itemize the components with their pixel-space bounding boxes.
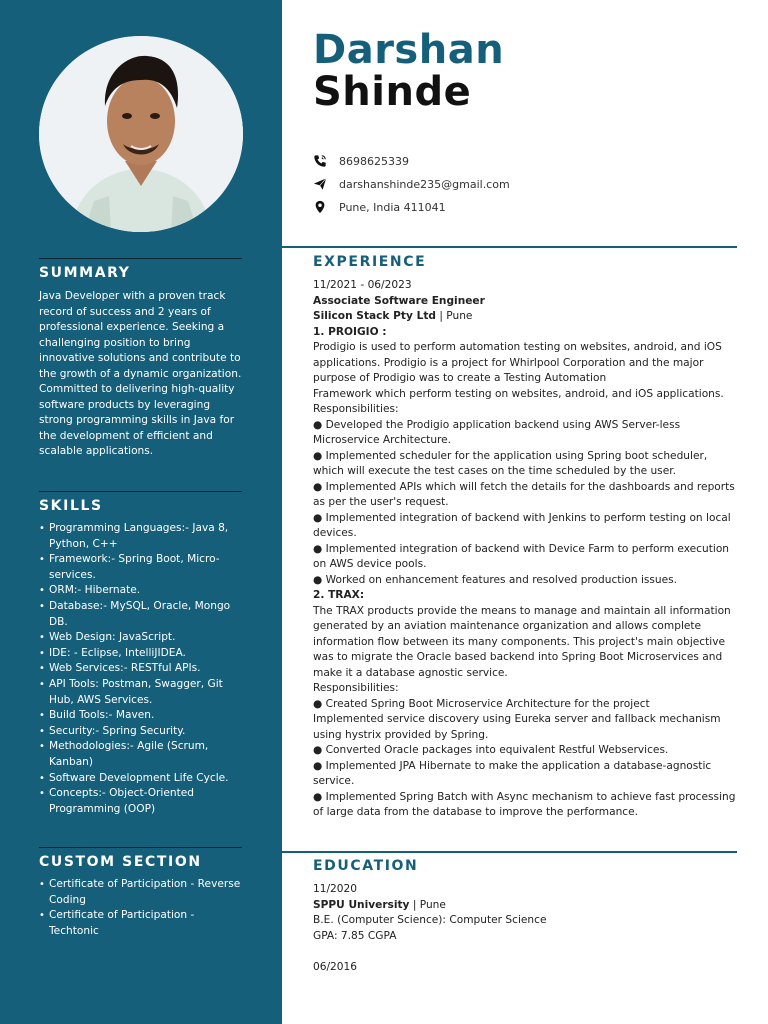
responsibility-item: ● Created Spring Boot Microservice Architecture for the project bbox=[313, 697, 650, 710]
company-name: Silicon Stack Pty Ltd bbox=[313, 310, 436, 322]
responsibilities-label: Responsibilities: bbox=[313, 403, 399, 415]
education-title: EDUCATION bbox=[313, 858, 419, 874]
education-date: 06/2016 bbox=[313, 961, 358, 973]
responsibility-item: ● Implemented APIs which will fetch the details for the dashboards and reports as per the user's request. bbox=[313, 480, 735, 508]
education-date: 11/2020 bbox=[313, 883, 358, 895]
skill-item: • Concepts:- Object-Oriented Programming (OOP) bbox=[39, 786, 242, 817]
experience-title: EXPERIENCE bbox=[313, 254, 427, 270]
custom-list bbox=[39, 877, 242, 939]
custom-section-title: CUSTOM SECTION bbox=[39, 854, 202, 870]
responsibility-item: ● Implemented Spring Batch with Async mechanism to achieve fast processing of large data from the database to improve the performance. bbox=[313, 790, 736, 818]
gpa: GPA: 7.85 CGPA bbox=[313, 929, 397, 942]
project-description: Prodigio is used to perform automation testing on websites, android, and iOS applications. Prodigio is a project for Whirlpool Corporation and the major purpose of Prodigio was to create a Testing Automation bbox=[313, 341, 722, 384]
project-description: Framework which perform testing on websites, android, and iOS applications. bbox=[313, 387, 724, 400]
responsibility-item: ● Implemented scheduler for the application using Spring boot scheduler, which will execute the test cases on the time scheduled by the user. bbox=[313, 449, 708, 477]
send-icon bbox=[313, 177, 327, 191]
responsibility-item: ● Implemented integration of backend with Device Farm to perform execution on AWS device pools. bbox=[313, 542, 730, 570]
location-pin-icon bbox=[313, 200, 327, 214]
first-name: Darshan bbox=[313, 27, 505, 73]
responsibility-item: Implemented service discovery using Eureka server and fallback mechanism using hystrix provided by Spring. bbox=[313, 713, 721, 741]
location-text: Pune, India 411041 bbox=[339, 200, 446, 214]
summary-section bbox=[39, 258, 242, 460]
section-divider bbox=[39, 491, 242, 492]
section-divider bbox=[39, 258, 242, 259]
skill-item: • Security:- Spring Security. bbox=[39, 724, 242, 740]
skill-item: • API Tools: Postman, Swagger, Git Hub, AWS Services. bbox=[39, 677, 242, 708]
school-line bbox=[313, 898, 737, 914]
company-line bbox=[313, 309, 737, 325]
company-location: | Pune bbox=[436, 310, 473, 322]
summary-title: SUMMARY bbox=[39, 265, 131, 281]
skill-item: • Software Development Life Cycle. bbox=[39, 771, 242, 787]
section-divider bbox=[39, 847, 242, 848]
school-location: | Pune bbox=[409, 898, 446, 911]
profile-photo bbox=[39, 36, 243, 232]
responsibility-item: ● Developed the Prodigio application backend using AWS Server-less Microservice Architecture. bbox=[313, 418, 681, 446]
skill-item: • ORM:- Hibernate. bbox=[39, 583, 242, 599]
responsibility-item: ● Implemented JPA Hibernate to make the application a database-agnostic service. bbox=[313, 759, 712, 787]
job-role: Associate Software Engineer bbox=[313, 294, 485, 307]
project-title: 1. PROIGIO : bbox=[313, 325, 387, 338]
skills-list bbox=[39, 521, 242, 817]
profile-photo-image bbox=[39, 36, 243, 232]
skill-item: • Database:- MySQL, Oracle, Mongo DB. bbox=[39, 599, 242, 630]
skill-item: • Methodologies:- Agile (Scrum, Kanban) bbox=[39, 739, 242, 770]
skill-item: • Web Services:- RESTful APIs. bbox=[39, 661, 242, 677]
certificate-item: • Certificate of Participation - Reverse Coding bbox=[39, 877, 242, 908]
skill-item: • Framework:- Spring Boot, Micro-services. bbox=[39, 552, 242, 583]
education-entry bbox=[313, 882, 737, 976]
skill-item: • Programming Languages:- Java 8, Python, C++ bbox=[39, 521, 242, 552]
last-name: Shinde bbox=[313, 69, 472, 115]
certificate-item: • Certificate of Participation - Techtonic bbox=[39, 908, 242, 939]
skill-item: • Web Design: JavaScript. bbox=[39, 630, 242, 646]
custom-section bbox=[39, 847, 242, 939]
section-divider bbox=[282, 851, 737, 853]
project-title: 2. TRAX: bbox=[313, 589, 365, 601]
skill-item: • Build Tools:- Maven. bbox=[39, 708, 242, 724]
contact-phone bbox=[313, 154, 409, 168]
summary-text: Java Developer with a proven track record of success and 2 years of professional experience. Seeking a challenging position to bring innovative solutions and contribute to the growth of a dynamic organization. Committed to delivering high-quality software products by leveraging strong programming skills in Java for the development of efficient and scalable applications. bbox=[39, 290, 242, 457]
experience-dates: 11/2021 - 06/2023 bbox=[313, 279, 412, 291]
school-name: SPPU University bbox=[313, 898, 410, 911]
responsibilities-label: Responsibilities: bbox=[313, 682, 399, 694]
skills-section bbox=[39, 491, 242, 817]
experience-entry bbox=[313, 278, 737, 821]
skills-title: SKILLS bbox=[39, 498, 103, 514]
skill-item: • IDE: - Eclipse, IntelliJIDEA. bbox=[39, 646, 242, 662]
responsibility-item: ● Worked on enhancement features and resolved production issues. bbox=[313, 573, 678, 586]
phone-icon bbox=[313, 154, 327, 168]
phone-text[interactable]: 8698625339 bbox=[339, 154, 409, 168]
contact-email bbox=[313, 177, 510, 191]
responsibility-item: ● Converted Oracle packages into equivalent Restful Webservices. bbox=[313, 744, 669, 756]
project-description: The TRAX products provide the means to manage and maintain all information generated by an aviation maintenance organization and allows complete information flow between its many components. This project's main objective was to migrate the Oracle based backend into Spring Boot Microservices and make it a database agnostic service. bbox=[313, 604, 731, 679]
section-divider bbox=[282, 246, 737, 248]
contact-location bbox=[313, 200, 446, 214]
responsibility-item: ● Implemented integration of backend with Jenkins to perform testing on local devices. bbox=[313, 511, 731, 539]
spacer bbox=[313, 944, 737, 960]
email-text[interactable]: darshanshinde235@gmail.com bbox=[339, 177, 510, 191]
degree: B.E. (Computer Science): Computer Science bbox=[313, 914, 547, 926]
sidebar bbox=[0, 0, 282, 1024]
